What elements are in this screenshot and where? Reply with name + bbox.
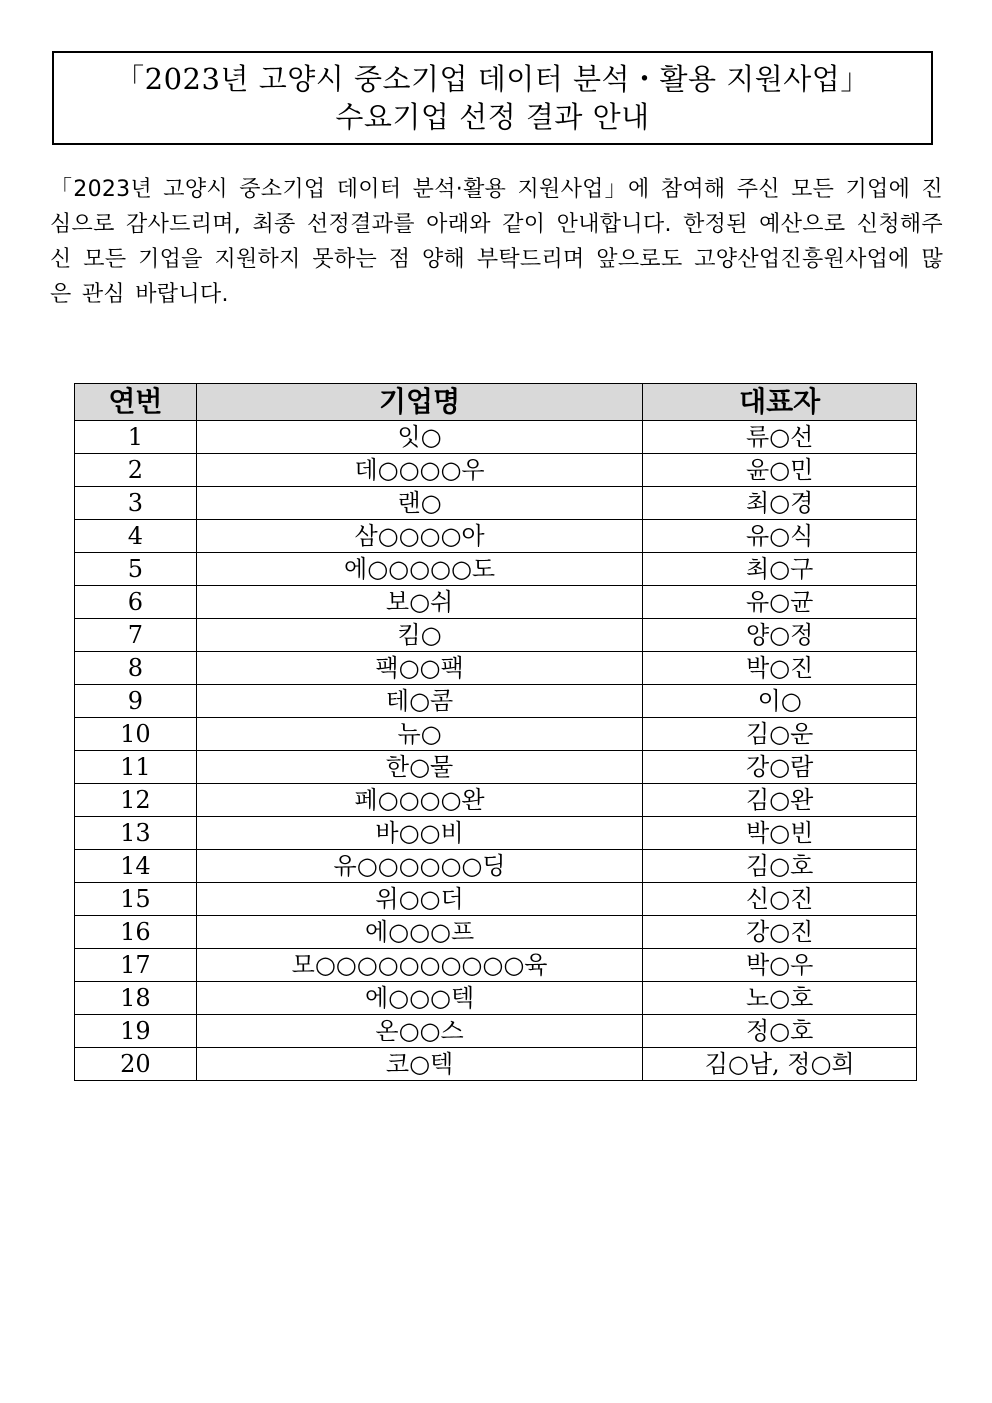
table-row (75, 784, 917, 817)
cell-number: 14 (75, 850, 197, 883)
cell-company: 에○○○○○도 (196, 553, 642, 586)
table-row (75, 619, 917, 652)
cell-company: 모○○○○○○○○○○육 (196, 949, 642, 982)
table-row (75, 652, 917, 685)
table-body (75, 421, 917, 1081)
cell-number: 16 (75, 916, 197, 949)
cell-representative: 박○진 (643, 652, 917, 685)
table-row (75, 916, 917, 949)
cell-company: 유○○○○○○딩 (196, 850, 642, 883)
table-row (75, 1015, 917, 1048)
cell-company: 보○쉬 (196, 586, 642, 619)
table-header-row (75, 384, 917, 421)
cell-number: 17 (75, 949, 197, 982)
cell-number: 11 (75, 751, 197, 784)
cell-representative: 최○경 (643, 487, 917, 520)
cell-company: 뉴○ (196, 718, 642, 751)
cell-number: 8 (75, 652, 197, 685)
table-row (75, 883, 917, 916)
table-row (75, 949, 917, 982)
table-row (75, 685, 917, 718)
cell-representative: 윤○민 (643, 454, 917, 487)
cell-representative: 유○균 (643, 586, 917, 619)
table-row (75, 751, 917, 784)
cell-company: 랜○ (196, 487, 642, 520)
intro-paragraph: 「2023년 고양시 중소기업 데이터 분석·활용 지원사업」에 참여해 주신 모든 기업에 진심으로 감사드리며, 최종 선정결과를 아래와 같이 안내합니다. 한정된 예산으로 신청해주신 모든 기업을 지원하지 못하는 점 양해 부탁드리며 앞으로도 고양산업진흥원사업에 많은 관심 바랍니다. (50, 177, 943, 307)
table-row (75, 1048, 917, 1081)
cell-representative: 류○선 (643, 421, 917, 454)
cell-company: 한○물 (196, 751, 642, 784)
cell-representative: 양○정 (643, 619, 917, 652)
cell-number: 20 (75, 1048, 197, 1081)
cell-number: 12 (75, 784, 197, 817)
cell-number: 19 (75, 1015, 197, 1048)
document-subtitle: 수요기업 선정 결과 안내 (335, 100, 650, 134)
cell-representative: 박○빈 (643, 817, 917, 850)
table-row (75, 454, 917, 487)
table-row (75, 586, 917, 619)
cell-representative: 유○식 (643, 520, 917, 553)
document-title: 「2023년 고양시 중소기업 데이터 분석・활용 지원사업」 (115, 62, 870, 96)
cell-company: 온○○스 (196, 1015, 642, 1048)
cell-representative: 강○람 (643, 751, 917, 784)
cell-company: 데○○○○우 (196, 454, 642, 487)
cell-company: 잇○ (196, 421, 642, 454)
cell-number: 2 (75, 454, 197, 487)
cell-representative: 노○호 (643, 982, 917, 1015)
cell-company: 코○텍 (196, 1048, 642, 1081)
header-company: 기업명 (196, 384, 642, 421)
header-representative: 대표자 (643, 384, 917, 421)
cell-representative: 박○우 (643, 949, 917, 982)
cell-number: 1 (75, 421, 197, 454)
table-row (75, 553, 917, 586)
cell-number: 7 (75, 619, 197, 652)
cell-representative: 신○진 (643, 883, 917, 916)
table-row (75, 487, 917, 520)
cell-number: 6 (75, 586, 197, 619)
cell-representative: 이○ (643, 685, 917, 718)
cell-company: 에○○○프 (196, 916, 642, 949)
header-number: 연번 (75, 384, 197, 421)
cell-company: 킴○ (196, 619, 642, 652)
cell-representative: 김○완 (643, 784, 917, 817)
cell-number: 4 (75, 520, 197, 553)
table-row (75, 520, 917, 553)
title-box (52, 51, 933, 145)
cell-company: 팩○○팩 (196, 652, 642, 685)
cell-company: 페○○○○완 (196, 784, 642, 817)
cell-representative: 김○남, 정○희 (643, 1048, 917, 1081)
cell-representative: 김○호 (643, 850, 917, 883)
cell-number: 3 (75, 487, 197, 520)
cell-representative: 정○호 (643, 1015, 917, 1048)
cell-company: 삼○○○○아 (196, 520, 642, 553)
table-row (75, 982, 917, 1015)
cell-number: 10 (75, 718, 197, 751)
cell-number: 13 (75, 817, 197, 850)
cell-company: 에○○○텍 (196, 982, 642, 1015)
cell-representative: 최○구 (643, 553, 917, 586)
table-row (75, 718, 917, 751)
cell-representative: 강○진 (643, 916, 917, 949)
cell-company: 위○○더 (196, 883, 642, 916)
cell-number: 5 (75, 553, 197, 586)
cell-representative: 김○운 (643, 718, 917, 751)
results-table (74, 383, 917, 1081)
cell-number: 15 (75, 883, 197, 916)
table-row (75, 817, 917, 850)
table-row (75, 850, 917, 883)
cell-number: 9 (75, 685, 197, 718)
cell-company: 바○○비 (196, 817, 642, 850)
table-row (75, 421, 917, 454)
cell-company: 테○콤 (196, 685, 642, 718)
cell-number: 18 (75, 982, 197, 1015)
